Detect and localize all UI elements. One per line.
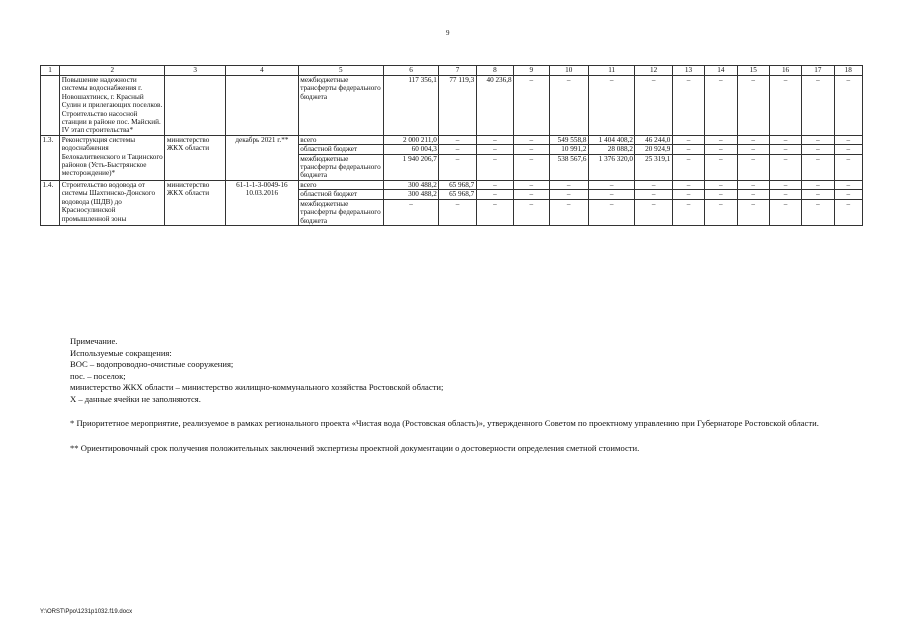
- table-row: [41, 76, 863, 136]
- header-cell: 4: [226, 66, 299, 76]
- cell-c10: –: [549, 190, 588, 199]
- cell-c4: декабрь 2021 г.**: [226, 135, 299, 180]
- footnote-deadline: ** Ориентировочный срок получения положительных заключений экспертизы проектной документации о достоверности определения сметной стоимости.: [70, 443, 640, 453]
- cell-c14: –: [705, 190, 737, 199]
- cell-c13: –: [672, 145, 704, 154]
- cell-c6: 300 488,2: [383, 190, 439, 199]
- cell-c12: –: [635, 76, 672, 136]
- cell-c12: 20 924,9: [635, 145, 672, 154]
- cell-source: всего: [298, 180, 383, 189]
- file-path: Y:\ORST\Ppo\1231p1032.f19.docx: [40, 609, 133, 615]
- cell-c9: –: [514, 135, 549, 144]
- cell-c7: –: [439, 145, 476, 154]
- cell-c15: –: [737, 154, 769, 180]
- header-cell: 2: [60, 66, 165, 76]
- cell-c6: 2 000 211,0: [383, 135, 439, 144]
- cell-c11: 1 404 408,2: [588, 135, 635, 144]
- header-cell: 6: [383, 66, 439, 76]
- cell-c8: –: [476, 199, 513, 225]
- cell-c10: –: [549, 76, 588, 136]
- cell-c10: 549 558,8: [549, 135, 588, 144]
- cell-c1: 1.4.: [41, 180, 60, 225]
- cell-c13: –: [672, 76, 704, 136]
- cell-c17: –: [802, 145, 834, 154]
- cell-c10: –: [549, 180, 588, 189]
- header-cell: 3: [165, 66, 226, 76]
- cell-c17: –: [802, 154, 834, 180]
- header-cell: 14: [705, 66, 737, 76]
- cell-c7: 65 968,7: [439, 180, 476, 189]
- header-cell: 10: [549, 66, 588, 76]
- cell-source: межбюджетные трансферты федерального бюджета: [298, 199, 383, 225]
- header-cell: 5: [298, 66, 383, 76]
- header-cell: 18: [834, 66, 862, 76]
- cell-c7: 65 968,7: [439, 190, 476, 199]
- cell-c18: –: [834, 199, 862, 225]
- cell-c15: –: [737, 190, 769, 199]
- cell-c11: –: [588, 180, 635, 189]
- cell-c15: –: [737, 76, 769, 136]
- cell-source: всего: [298, 135, 383, 144]
- cell-source: межбюджетные трансферты федерального бюджета: [298, 154, 383, 180]
- cell-c11: –: [588, 76, 635, 136]
- cell-c18: –: [834, 135, 862, 144]
- cell-c12: –: [635, 190, 672, 199]
- cell-c13: –: [672, 180, 704, 189]
- cell-c1: 1.3.: [41, 135, 60, 180]
- notes-line: ВОС – водопроводно-очистные сооружения;: [70, 359, 234, 370]
- table-row: [41, 135, 863, 144]
- cell-c9: –: [514, 145, 549, 154]
- cell-c9: –: [514, 190, 549, 199]
- cell-c12: 46 244,0: [635, 135, 672, 144]
- cell-c17: –: [802, 135, 834, 144]
- header-cell: 11: [588, 66, 635, 76]
- cell-c11: –: [588, 199, 635, 225]
- cell-c3: [165, 76, 226, 136]
- cell-c17: –: [802, 190, 834, 199]
- cell-c16: –: [769, 180, 801, 189]
- cell-c15: –: [737, 199, 769, 225]
- cell-c10: –: [549, 199, 588, 225]
- cell-c2: Реконструкция системы водоснабжения Белокалитвенского и Тацинского районов (Усть-Быстрянское месторождение)*: [60, 135, 165, 180]
- cell-c6: 117 356,1: [383, 76, 439, 136]
- header-cell: 9: [514, 66, 549, 76]
- cell-c11: 28 088,2: [588, 145, 635, 154]
- cell-c8: –: [476, 190, 513, 199]
- cell-c15: –: [737, 180, 769, 189]
- header-cell: 15: [737, 66, 769, 76]
- header-cell: 16: [769, 66, 801, 76]
- cell-c16: –: [769, 76, 801, 136]
- cell-c7: –: [439, 199, 476, 225]
- cell-c15: –: [737, 145, 769, 154]
- cell-c14: –: [705, 154, 737, 180]
- cell-c3: министерство ЖКХ области: [165, 180, 226, 225]
- cell-c14: –: [705, 135, 737, 144]
- cell-c18: –: [834, 180, 862, 189]
- cell-c6: 1 940 206,7: [383, 154, 439, 180]
- cell-c18: –: [834, 154, 862, 180]
- cell-c11: 1 376 320,0: [588, 154, 635, 180]
- header-cell: 17: [802, 66, 834, 76]
- cell-c16: –: [769, 154, 801, 180]
- cell-c10: 10 991,2: [549, 145, 588, 154]
- cell-c9: –: [514, 199, 549, 225]
- cell-c16: –: [769, 145, 801, 154]
- cell-c15: –: [737, 135, 769, 144]
- header-cell: 1: [41, 66, 60, 76]
- cell-c14: –: [705, 180, 737, 189]
- cell-c16: –: [769, 135, 801, 144]
- cell-c13: –: [672, 190, 704, 199]
- cell-c6: –: [383, 199, 439, 225]
- cell-c17: –: [802, 76, 834, 136]
- cell-c11: –: [588, 190, 635, 199]
- notes-line: пос. – поселок;: [70, 370, 126, 381]
- cell-c4: 61-1-1-3-0049-16 10.03.2016: [226, 180, 299, 225]
- page-number: 9: [446, 29, 450, 37]
- cell-c9: –: [514, 154, 549, 180]
- cell-source: областной бюджет: [298, 145, 383, 154]
- cell-c8: –: [476, 135, 513, 144]
- cell-c18: –: [834, 145, 862, 154]
- cell-source: областной бюджет: [298, 190, 383, 199]
- cell-c4: [226, 76, 299, 136]
- table-header-row: [41, 66, 863, 76]
- cell-source: межбюджетные трансферты федерального бюджета: [298, 76, 383, 136]
- cell-c13: –: [672, 135, 704, 144]
- footnote-priority: * Приоритетное мероприятие, реализуемое в рамках регионального проекта «Чистая вода (Ростовская область)», утвержденного Советом по проектному управлению при Губернаторе Ростовской области.: [70, 418, 819, 428]
- notes-title: Примечание.: [70, 336, 118, 346]
- header-cell: 13: [672, 66, 704, 76]
- cell-c14: –: [705, 199, 737, 225]
- notes-line: Используемые сокращения:: [70, 347, 172, 358]
- cell-c17: –: [802, 199, 834, 225]
- cell-c6: 60 004,3: [383, 145, 439, 154]
- cell-c18: –: [834, 76, 862, 136]
- cell-c9: –: [514, 76, 549, 136]
- header-cell: 7: [439, 66, 476, 76]
- header-cell: 8: [476, 66, 513, 76]
- notes-line: Х – данные ячейки не заполняются.: [70, 393, 201, 404]
- cell-c8: –: [476, 180, 513, 189]
- cell-c12: 25 319,1: [635, 154, 672, 180]
- cell-c1: [41, 76, 60, 136]
- cell-c6: 300 488,2: [383, 180, 439, 189]
- cell-c7: –: [439, 154, 476, 180]
- cell-c14: –: [705, 145, 737, 154]
- cell-c7: 77 119,3: [439, 76, 476, 136]
- cell-c2: Повышение надежности системы водоснабжения г. Новошахтинск, г. Красный Сулин и прилегающих поселков. Строительство насосной станции в районе пос. Майский. IV этап строительства*: [60, 76, 165, 136]
- cell-c9: –: [514, 180, 549, 189]
- cell-c12: –: [635, 199, 672, 225]
- cell-c8: –: [476, 145, 513, 154]
- program-table: [40, 65, 863, 226]
- cell-c8: 40 236,8: [476, 76, 513, 136]
- cell-c13: –: [672, 154, 704, 180]
- cell-c14: –: [705, 76, 737, 136]
- cell-c10: 538 567,6: [549, 154, 588, 180]
- cell-c7: –: [439, 135, 476, 144]
- notes-block: [70, 336, 864, 406]
- cell-c16: –: [769, 199, 801, 225]
- cell-c2: Строительство водовода от системы Шахтинско-Донского водовода (ШДВ) до Красносулинской промышленной зоны: [60, 180, 165, 225]
- table-row: [41, 180, 863, 189]
- cell-c17: –: [802, 180, 834, 189]
- cell-c3: министерство ЖКХ области: [165, 135, 226, 180]
- cell-c16: –: [769, 190, 801, 199]
- notes-line: министерство ЖКХ области – министерство жилищно-коммунального хозяйства Ростовской области;: [70, 382, 444, 393]
- cell-c18: –: [834, 190, 862, 199]
- header-cell: 12: [635, 66, 672, 76]
- cell-c12: –: [635, 180, 672, 189]
- cell-c13: –: [672, 199, 704, 225]
- cell-c8: –: [476, 154, 513, 180]
